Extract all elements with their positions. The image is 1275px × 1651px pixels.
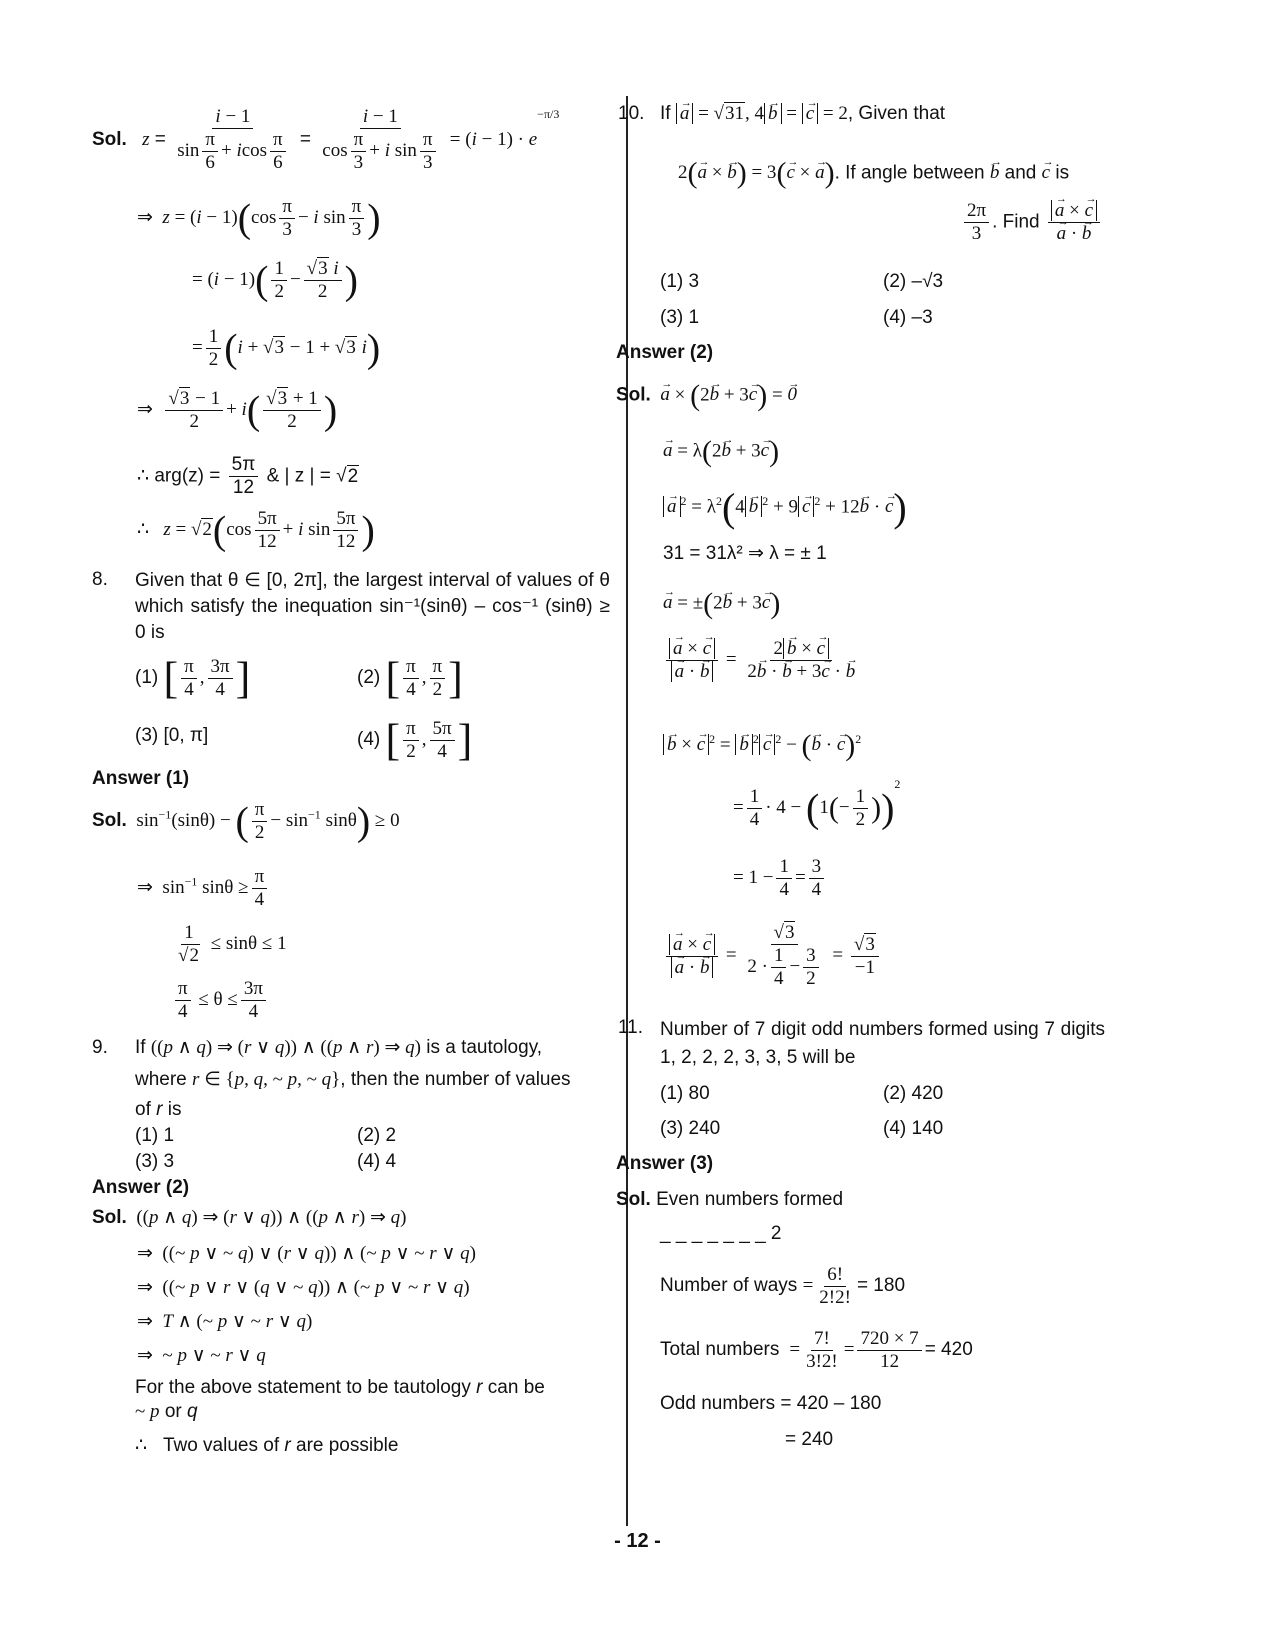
q8-sol-line2: ⇒ $\sin^{-1} \sin\theta$ ≥ $\frac{\pi}{4}$ (137, 866, 270, 911)
q10-sol-line8: = $\frac{1}{4}$ · 4 − (1(− $\frac{1}{2}$ ))$^2$ (733, 776, 901, 831)
q10-option-4: (4) –3 (883, 307, 933, 328)
q9-option-4: (4) 4 (357, 1151, 397, 1172)
q10-option-1: (1) 3 (660, 271, 700, 292)
q10-line2: 2(a → × b →) = 3(c → × a →). If angle between b → and c → is (678, 154, 1069, 194)
q7-sol-line1: Sol. z = i − 1 sin $\frac{\pi}{6}$ + icos $\frac{\pi}{6}$ = i − 1 cos $\frac{\pi}{3}$ + i sin $\frac{\pi}{3}$ = $(i - 1) \cdot e^{-\pi/3}$ (92, 106, 560, 173)
q11-ways: Number of ways = $\frac{6!}{2!2!}$ = 180 (660, 1264, 906, 1308)
q11-question: Number of 7 digit odd numbers formed using 7 digits 1, 2, 2, 2, 3, 3, 5 will be (660, 1019, 1105, 1068)
q10-sol-line7: b → × c → $^2$ = b → $^2$ c → $^2$ − (b → · c →)$^2$ (663, 726, 861, 766)
q9-option-3: (3) 3 (135, 1151, 175, 1172)
q9-sol-line5: ⇒ ~ p ∨ ~ r ∨ q (137, 1345, 266, 1366)
q11-option-3: (3) 240 (660, 1118, 721, 1139)
q11-option-2: (2) 420 (883, 1083, 944, 1104)
page-number: - 12 - (614, 1530, 661, 1552)
q8-number: 8. (92, 569, 108, 590)
q11-odd-line: Odd numbers = 420 – 180 (660, 1393, 882, 1414)
q10-line1: If a → = √31, 4 b → = c → = 2, Given that (660, 102, 945, 126)
q9-sol-line1: Sol. ((p ∧ q) ⇒ (r ∨ q)) ∧ ((p ∧ r) ⇒ q) (92, 1207, 407, 1228)
column-divider (626, 96, 628, 1526)
q7-step4: = $\frac{1}{2}$ (i + √3 − 1 + √3 i) (192, 325, 381, 371)
q11-option-1: (1) 80 (660, 1083, 710, 1104)
q10-line3: $\frac{2\pi}{3}$ . Find $\frac{a \to \times c \to}{a \to \cdot b}$ → (961, 200, 1103, 245)
q10-sol-line5: a → = ±(2b → + 3c →) (663, 584, 780, 624)
q10-sol-line1: Sol. a → × (2b → + 3c →) = 0 → (616, 376, 797, 416)
q9-line2: where r ∈ {p, q, ~ p, ~ q}, then the number of values (135, 1069, 571, 1090)
q8-sol-line1: Sol. $\sin^{-1}(\sin\theta)$ − ( $\frac{\pi}{2}$ − $\sin^{-1} \sin\theta) \ge 0$ (92, 798, 400, 844)
q11-odd-result: = 240 (785, 1429, 834, 1450)
q10-sol-line10: $\frac{a \to \times c \to}{a \to \cdot b}$ → = √3 2 · $\frac{1}{4}$ − $\frac{3}{2}$ = $\frac{√3}{-1}$ (663, 922, 882, 990)
q9-answer: Answer (2) (92, 1177, 190, 1198)
q7-step5: ⇒ $\frac{√3 - 1}{2}$ + i( $\frac{√3 + 1}{2}$ ) (137, 387, 338, 433)
q10-option-2: (2) –√3 (883, 271, 944, 292)
q9-line3: of r is (135, 1099, 182, 1120)
q11-number: 11. (618, 1017, 644, 1038)
q9-option-2: (2) 2 (357, 1125, 397, 1146)
q11-blanks: _ _ _ _ _ _ _ 2 (660, 1223, 782, 1244)
q10-sol-line6: $\frac{a \to \times c \to}{a \to \cdot b}$ → = $\frac{2 b \to \times c \to}{2b \to \cdot b \to + 3c \to \cdot b}$ → (663, 638, 861, 683)
q9-number: 9. (92, 1037, 108, 1058)
q11-option-4: (4) 140 (883, 1118, 944, 1139)
q7-arg-line: ∴ arg(z) = $\frac{5\pi}{12}$ & | z | = √2 (137, 454, 359, 498)
q8-option-2: (2) [ $\frac{\pi}{4}$ , $\frac{\pi}{2}$ ] (357, 653, 463, 703)
sol-label: Sol. (92, 129, 127, 151)
q8-option-4: (4) [ $\frac{\pi}{2}$ , $\frac{5\pi}{4}$ ] (357, 715, 473, 765)
q9-line1: If ((p ∧ q) ⇒ (r ∨ q)) ∧ ((p ∧ r) ⇒ q) is a tautology, (135, 1037, 543, 1058)
q8-option-1: (1) [ $\frac{\pi}{4}$ , $\frac{3\pi}{4}$ ] (135, 653, 251, 703)
q10-number: 10. (618, 103, 645, 124)
q7-final: ∴ z = √2(cos $\frac{5\pi}{12}$ + i sin $\frac{5\pi}{12}$ ) (137, 507, 375, 553)
q8-answer: Answer (1) (92, 768, 190, 789)
q9-sol-line4: ⇒ T ∧ (~ p ∨ ~ r ∨ q) (137, 1311, 313, 1332)
q9-conclusion-line2: ~ p or q (135, 1401, 198, 1422)
q8-option-3: (3) [0, π] (135, 725, 209, 746)
q9-option-1: (1) 1 (135, 1125, 175, 1146)
q11-sol-line1: Sol. Even numbers formed (616, 1189, 844, 1210)
q10-answer: Answer (2) (616, 342, 714, 363)
q10-sol-line4: 31 = 31λ² ⇒ λ = ± 1 (663, 543, 827, 564)
q9-sol-line3: ⇒ ((~ p ∨ r ∨ (q ∨ ~ q)) ∧ (~ p ∨ ~ r ∨ q) (137, 1277, 470, 1298)
q8-sol-line3: $\frac{1}{√2}$ ≤ sinθ ≤ 1 (178, 922, 287, 966)
q10-sol-line9: = 1 − $\frac{1}{4}$ = $\frac{3}{4}$ (733, 856, 827, 901)
q11-total: Total numbers = $\frac{7!}{3!2!}$ = $\frac{720 \times 7}{12}$ = 420 (660, 1328, 973, 1372)
q10-sol-line3: $a \to ^2 = \lambda^2(4$ b → $^2$ + 9 c → $^2$ + 12b → · c →) (663, 488, 907, 528)
q8-sol-line4: $\frac{\pi}{4}$ ≤ θ ≤ $\frac{3\pi}{4}$ (172, 978, 269, 1023)
q10-sol-line2: a → = λ(2b → + 3c →) (663, 432, 779, 472)
q9-therefore: ∴ Two values of r are possible (135, 1435, 399, 1456)
q9-sol-line2: ⇒ ((~ p ∨ ~ q) ∨ (r ∨ q)) ∧ (~ p ∨ ~ r ∨ q) (137, 1243, 476, 1264)
q7-step3: = (i − 1)( $\frac{1}{2}$ − $\frac{√3 i}{2}$ ) (192, 257, 358, 303)
q11-answer: Answer (3) (616, 1153, 714, 1174)
q9-conclusion-line1: For the above statement to be tautology r can be (135, 1377, 545, 1398)
q10-option-3: (3) 1 (660, 307, 700, 328)
q7-step2: ⇒ z = (i − 1)(cos $\frac{\pi}{3}$ − i sin $\frac{\pi}{3}$ ) (137, 195, 381, 241)
q8-question: Given that θ ∈ [0, 2π], the largest interval of values of θ which satisfy the inequation sin⁻¹(sinθ) – cos⁻¹ (sinθ) ≥ 0 is (135, 570, 610, 643)
